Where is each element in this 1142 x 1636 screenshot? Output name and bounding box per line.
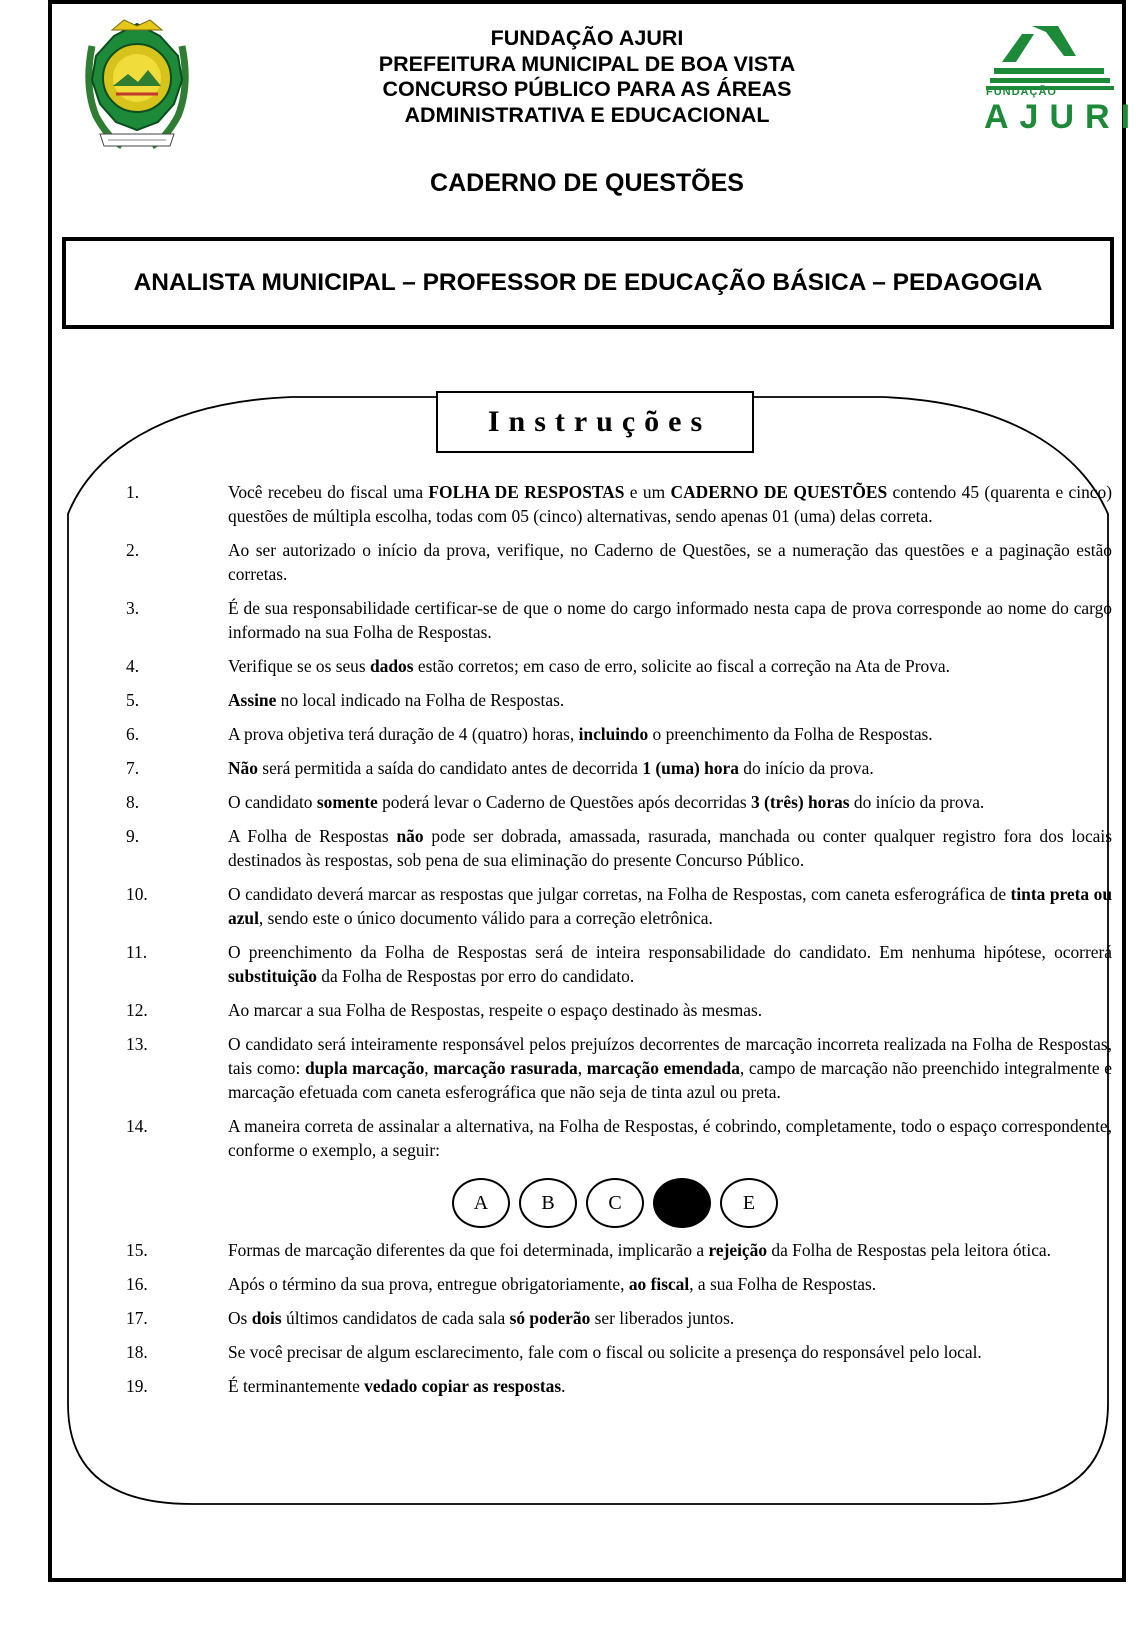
instruction-text-bold: 3 (três) horas (751, 792, 850, 812)
instructions-heading: Instruções (487, 405, 712, 438)
instruction-text-part: da Folha de Respostas por erro do candidato. (316, 966, 635, 986)
instruction-text-bold: só poderão (509, 1308, 591, 1328)
instruction-text-bold: dados (370, 656, 414, 676)
instruction-text (228, 1116, 1112, 1160)
instruction-text-bold: dupla marcação (304, 1058, 425, 1078)
instruction-item (126, 1306, 1112, 1330)
instruction-text-part: É terminantemente (228, 1376, 365, 1396)
instruction-item (126, 1340, 1112, 1364)
instruction-text (228, 1274, 876, 1294)
instruction-text-part: Ao ser autorizado o início da prova, verifique, no Caderno de Questões, se a numeração das questões e a paginação estão corretas. (228, 540, 1112, 584)
answer-bubble: A (452, 1178, 510, 1228)
instructions-heading-box (436, 391, 754, 453)
areas-title: ADMINISTRATIVA E EDUCACIONAL (404, 102, 770, 127)
instruction-item (126, 688, 1112, 712)
instruction-text-bold: incluindo (578, 724, 649, 744)
instruction-number: 19. (126, 1376, 148, 1396)
instruction-text-part: e um (624, 482, 671, 502)
instruction-number: 3. (126, 598, 140, 618)
instruction-text-bold: FOLHA DE RESPOSTAS (428, 482, 625, 502)
instruction-number: 6. (126, 724, 140, 744)
instruction-text-bold: marcação rasurada (433, 1058, 578, 1078)
instruction-text-part: poderá levar o Caderno de Questões após decorridas (377, 792, 751, 812)
instruction-text-bold: substituição (228, 966, 317, 986)
instruction-item (126, 1374, 1112, 1398)
instruction-item (126, 596, 1112, 644)
instruction-text (228, 1240, 1051, 1260)
answer-bubble: B (519, 1178, 577, 1228)
instruction-text (228, 656, 950, 676)
instruction-item (126, 1032, 1112, 1104)
instruction-text-part: do início da prova. (738, 758, 874, 778)
ajuri-logo-text: AJURI (984, 98, 1142, 136)
ajuri-logo-small-text: FUNDAÇÃO (986, 86, 1057, 98)
position-title: ANALISTA MUNICIPAL – PROFESSOR DE EDUCAÇÃO BÁSICA – PEDAGOGIA (133, 269, 1043, 296)
instructions-list (126, 480, 1112, 1408)
answer-bubbles-example (228, 1178, 1112, 1228)
instruction-text-bold: Não (228, 758, 258, 778)
instruction-text-part: , campo de marcação não preenchido integralmente e marcação efetuada com caneta esferográfica que não seja de tinta azul ou preta. (228, 1058, 1113, 1102)
instruction-text (228, 1308, 734, 1328)
instruction-text (228, 598, 1112, 642)
instruction-text-bold: CADERNO DE QUESTÕES (670, 482, 888, 502)
instruction-text-part: , (424, 1058, 434, 1078)
instruction-number: 4. (126, 656, 140, 676)
instruction-text (228, 826, 1112, 870)
instruction-text (228, 942, 1112, 986)
instruction-text-part: . (561, 1376, 566, 1396)
instruction-item (126, 538, 1112, 586)
instruction-text-part: O candidato será inteiramente responsável pelos prejuízos decorrentes de marcação incorreta realizada na Folha de Respostas, tais como: (228, 1034, 1112, 1078)
instruction-number: 9. (126, 826, 140, 846)
instruction-text-part: Se você precisar de algum esclarecimento, fale com o fiscal ou solicite a presença do responsável pelo local. (228, 1342, 982, 1362)
instruction-number: 16. (126, 1274, 148, 1294)
exam-cover-page (48, 0, 1142, 1582)
instruction-text-part: da Folha de Respostas pela leitora ótica. (767, 1240, 1051, 1260)
instruction-text-part: Ao marcar a sua Folha de Respostas, respeite o espaço destinado às mesmas. (228, 1000, 763, 1020)
instruction-text-bold: tinta preta ou azul (228, 884, 1112, 928)
instruction-text-part: A Folha de Respostas (228, 826, 397, 846)
instruction-text-bold: rejeição (708, 1240, 768, 1260)
instruction-number: 14. (126, 1116, 148, 1136)
instruction-text-part: , a sua Folha de Respostas. (689, 1274, 877, 1294)
contest-title: CONCURSO PÚBLICO PARA AS ÁREAS (382, 77, 792, 101)
instruction-item (126, 722, 1112, 746)
instruction-item (126, 882, 1112, 930)
instruction-text-part: será permitida a saída do candidato antes de decorrida (257, 758, 643, 778)
instruction-number: 10. (126, 884, 148, 904)
instruction-item (126, 998, 1112, 1022)
instruction-number: 18. (126, 1342, 148, 1362)
instruction-text-bold: marcação emendada (586, 1058, 740, 1078)
instruction-text (228, 1342, 982, 1362)
instruction-item (126, 756, 1112, 780)
instruction-item (126, 654, 1112, 678)
instruction-text-part: , (577, 1058, 587, 1078)
foundation-title: FUNDAÇÃO AJURI (490, 26, 684, 50)
instruction-text-part: Os (228, 1308, 252, 1328)
instruction-text-part: pode ser dobrada, amassada, rasurada, manchada ou conter qualquer registro fora dos locais destinados às respostas, sob pena de sua eliminação do presente Concurso Público. (228, 826, 1112, 870)
instruction-text (228, 758, 874, 778)
instruction-text (228, 690, 564, 710)
instruction-text-bold: não (396, 826, 424, 846)
instruction-number: 11. (126, 942, 148, 962)
instruction-text-part: Verifique se os seus (228, 656, 370, 676)
instruction-text-part: A prova objetiva terá duração de 4 (quatro) horas, (228, 724, 579, 744)
instruction-text (228, 792, 984, 812)
instruction-text-part: O candidato (228, 792, 317, 812)
instruction-text-part: , sendo este o único documento válido para a correção eletrônica. (258, 908, 713, 928)
instruction-text-part: A maneira correta de assinalar a alternativa, na Folha de Respostas, é cobrindo, completamente, todo o espaço correspondente, conforme o exemplo, a seguir: (228, 1116, 1112, 1160)
instruction-text-bold: ao fiscal (628, 1274, 690, 1294)
answer-bubble: C (586, 1178, 644, 1228)
instruction-text-part: do início da prova. (849, 792, 985, 812)
instruction-text-part: contendo 45 (quarenta e cinco) questões de múltipla escolha, todas com 05 (cinco) alternativas, sendo apenas 01 (uma) delas correta. (228, 482, 1113, 526)
instruction-text-part: Você recebeu do fiscal uma (228, 482, 429, 502)
instruction-item (126, 1272, 1112, 1296)
instruction-number: 1. (126, 482, 140, 502)
prefecture-title: PREFEITURA MUNICIPAL DE BOA VISTA (378, 51, 796, 76)
instruction-text-bold: somente (316, 792, 378, 812)
instruction-text (228, 482, 1112, 526)
instruction-text (228, 540, 1112, 584)
answer-bubble: E (720, 1178, 778, 1228)
instruction-text-bold: Assine (228, 690, 277, 710)
instruction-text (228, 724, 933, 744)
instruction-text-part: estão corretos; em caso de erro, solicite ao fiscal a correção na Ata de Prova. (413, 656, 950, 676)
instruction-text (228, 1034, 1112, 1102)
instruction-item (126, 790, 1112, 814)
instruction-text-bold: vedado copiar as respostas (364, 1376, 562, 1396)
instruction-text-part: Formas de marcação diferentes da que foi determinada, implicarão a (228, 1240, 709, 1260)
instruction-text-part: o preenchimento da Folha de Respostas. (648, 724, 933, 744)
instruction-item (126, 1238, 1112, 1262)
instruction-item (126, 1114, 1112, 1228)
instruction-text-part: Após o término da sua prova, entregue obrigatoriamente, (228, 1274, 629, 1294)
instruction-item (126, 940, 1112, 988)
instruction-number: 13. (126, 1034, 148, 1054)
instruction-number: 15. (126, 1240, 148, 1260)
instruction-text (228, 1376, 565, 1396)
instruction-text (228, 884, 1112, 928)
instruction-text-part: O preenchimento da Folha de Respostas será de inteira responsabilidade do candidato. Em nenhuma hipótese, ocorrerá (228, 942, 1112, 962)
instruction-number: 7. (126, 758, 140, 778)
instruction-number: 5. (126, 690, 140, 710)
instruction-item (126, 480, 1112, 528)
instruction-text-part: ser liberados juntos. (590, 1308, 735, 1328)
instruction-text-bold: dois (251, 1308, 282, 1328)
instruction-number: 12. (126, 1000, 148, 1020)
instruction-text-part: últimos candidatos de cada sala (281, 1308, 510, 1328)
instruction-text-bold: 1 (uma) hora (642, 758, 739, 778)
booklet-title: CADERNO DE QUESTÕES (430, 169, 744, 197)
instruction-number: 8. (126, 792, 140, 812)
instruction-number: 2. (126, 540, 140, 560)
instruction-number: 17. (126, 1308, 148, 1328)
instruction-text-part: O candidato deverá marcar as respostas que julgar corretas, na Folha de Respostas, com caneta esferográfica de (228, 884, 1011, 904)
answer-bubble-filled (653, 1178, 711, 1228)
instruction-item (126, 824, 1112, 872)
instruction-text-part: no local indicado na Folha de Respostas. (276, 690, 565, 710)
instruction-text-part: É de sua responsabilidade certificar-se de que o nome do cargo informado nesta capa de prova corresponde ao nome do cargo informado na sua Folha de Respostas. (228, 598, 1112, 642)
instruction-text (228, 1000, 762, 1020)
